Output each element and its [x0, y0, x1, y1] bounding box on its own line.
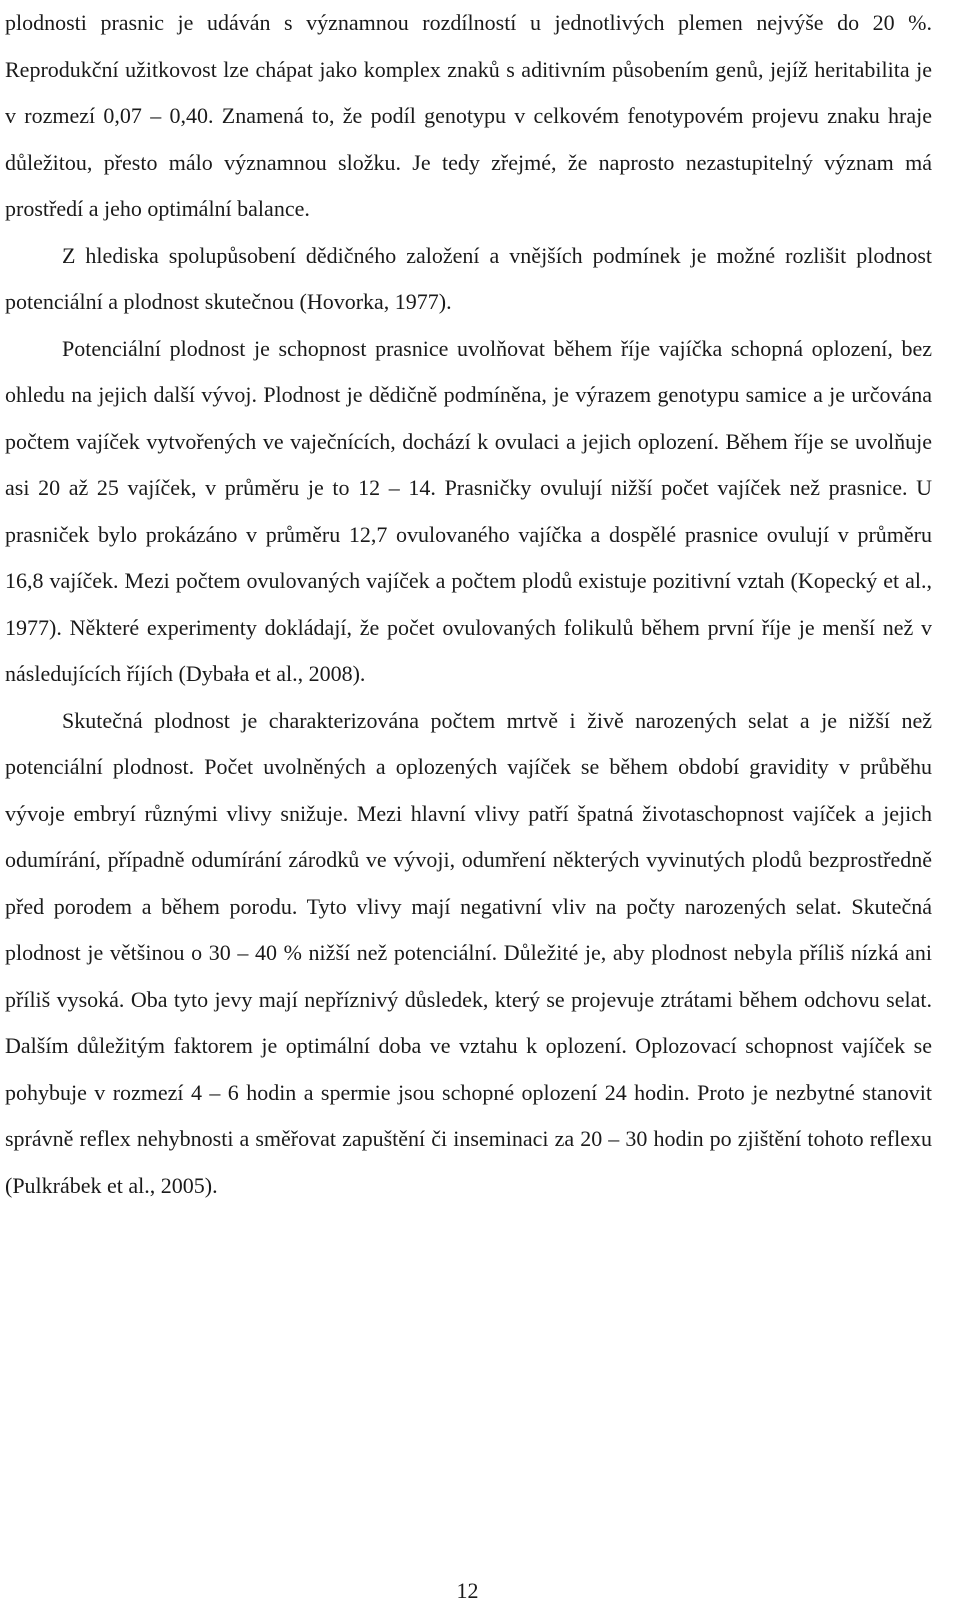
paragraph-1: plodnosti prasnic je udáván s významnou rozdílností u jednotlivých plemen nejvýše do 20 %. Reprodukční užitkovost lze chápat jako komplex znaků s aditivním působením genů, jejíž heritabilita je v rozmezí 0,07 – 0,40. Znamená to, že podíl genotypu v celkovém fenotypovém projevu znaku hraje důležitou, přesto málo významnou složku. Je tedy zřejmé, že naprosto nezastupitelný význam má prostředí a jeho optimální balance.: [5, 10, 932, 221]
paragraph-2: Z hlediska spolupůsobení dědičného založení a vnějších podmínek je možné rozlišit plodnost potenciální a plodnost skutečnou (Hovorka, 1977).: [5, 242, 932, 314]
paragraph-3: Potenciální plodnost je schopnost prasnice uvolňovat během říje vajíčka schopná oplození, bez ohledu na jejich další vývoj. Plodnost je dědičně podmíněna, je výrazem genotypu samice a je určována počtem vajíček vytvořených ve vaječnících, dochází k ovulaci a jejich oplození. Během říje se uvolňuje asi 20 až 25 vajíček, v průměru je to 12 – 14. Prasničky ovulují nižší počet vajíček než prasnice. U prasniček bylo prokázáno v průměru 12,7 ovulovaného vajíčka a dospělé prasnice ovulují v průměru 16,8 vajíček. Mezi počtem ovulovaných vajíček a počtem plodů existuje pozitivní vztah (Kopecký et al., 1977). Některé experimenty dokládají, že počet ovulovaných folikulů během první říje je menší než v následujících říjích (Dybała et al., 2008).: [5, 335, 932, 686]
paragraph-4: Skutečná plodnost je charakterizována počtem mrtvě i živě narozených selat a je nižší než potenciální plodnost. Počet uvolněných a oplozených vajíček se během období gravidity v průběhu vývoje embryí různými vlivy snižuje. Mezi hlavní vlivy patří špatná životaschopnost vajíček a jejich odumírání, případně odumírání zárodků ve vývoji, odumření některých vyvinutých plodů bezprostředně před porodem a během porodu. Tyto vlivy mají negativní vliv na počty narozených selat. Skutečná plodnost je většinou o 30 – 40 % nižší než potenciální. Důležité je, aby plodnost nebyla příliš nízká ani příliš vysoká. Oba tyto jevy mají nepříznivý důsledek, který se projevuje ztrátami během odchovu selat. Dalším důležitým faktorem je optimální doba ve vztahu k oplození. Oplozovací schopnost vajíček se pohybuje v rozmezí 4 – 6 hodin a spermie jsou schopné oplození 24 hodin. Proto je nezbytné stanovit správně reflex nehybnosti a směřovat zapuštění či inseminaci za 20 – 30 hodin po zjištění tohoto reflexu (Pulkrábek et al., 2005).: [5, 707, 932, 1198]
page-number: 12: [456, 1578, 479, 1603]
document-page: [5, 0, 932, 1209]
